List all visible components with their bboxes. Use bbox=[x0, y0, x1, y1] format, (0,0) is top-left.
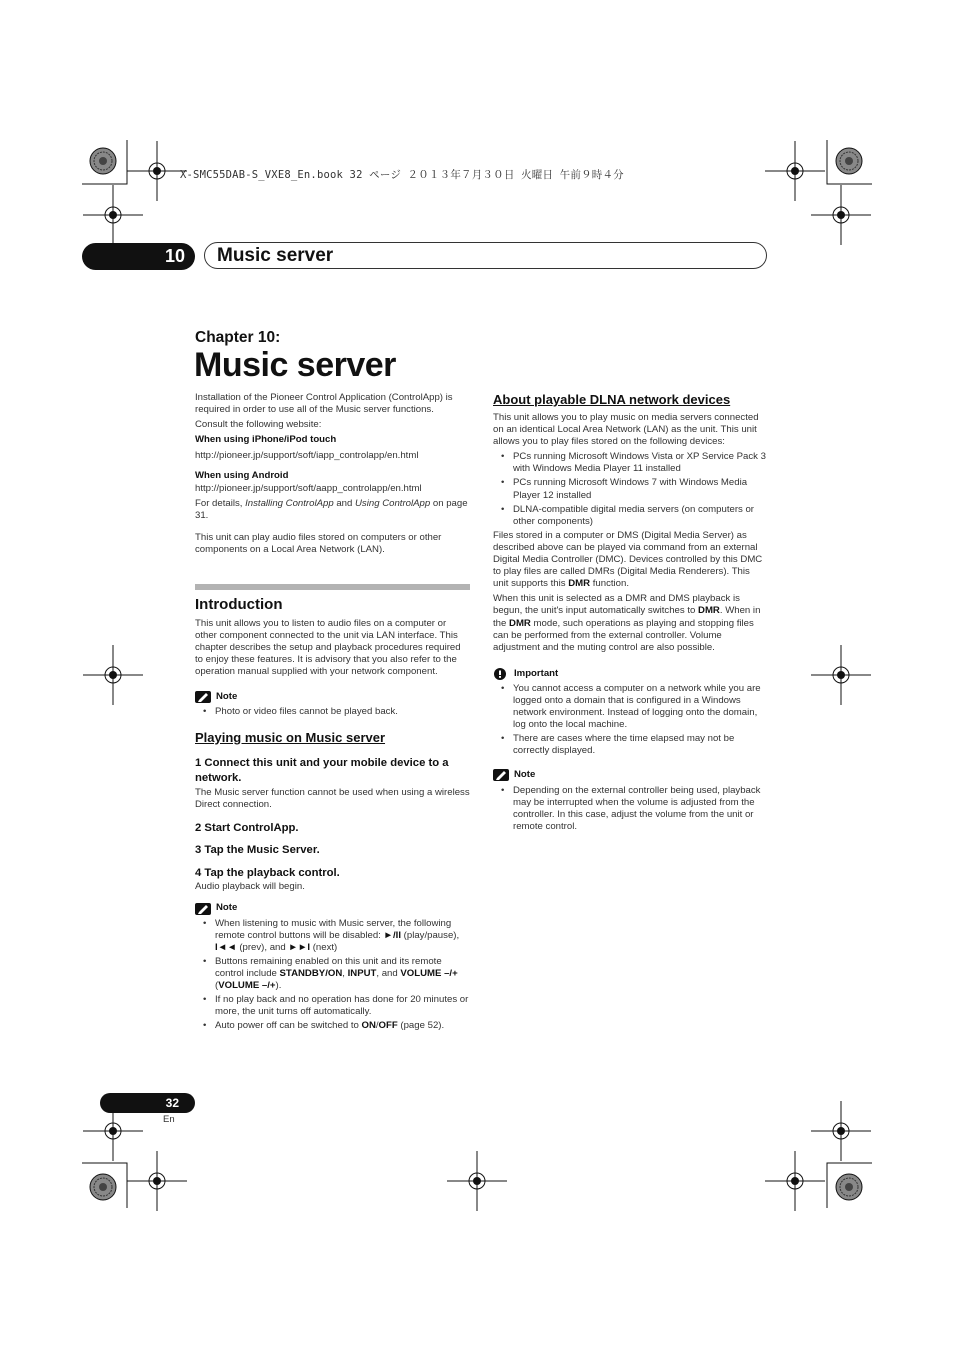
iphone-label: When using iPhone/iPod touch bbox=[195, 434, 337, 446]
list-item: • When listening to music with Music server, the following remote control buttons will be disabled: ►/II (play/pause), I◄◄ (prev), and ►►I (next) bbox=[215, 918, 470, 954]
introduction-heading: Introduction bbox=[195, 596, 283, 614]
note-header: Note bbox=[493, 769, 767, 781]
print-header: X-SMC55DAB-S_VXE8_En.book 32 ページ ２０１３年７月３０日 火曜日 午前９時４分 bbox=[180, 169, 624, 181]
step-2: 2 Start ControlApp. bbox=[195, 821, 299, 834]
important-icon bbox=[493, 668, 509, 680]
dlna-device-list bbox=[493, 451, 767, 528]
step-1: 1 Connect this unit and your mobile device to a network. bbox=[195, 756, 449, 785]
list-item: • PCs running Microsoft Windows Vista or XP Service Pack 3 with Windows Media Player 11 installed bbox=[513, 451, 767, 475]
list-item: • PCs running Microsoft Windows 7 with Windows Media Player 12 installed bbox=[513, 477, 767, 501]
playing-heading: Playing music on Music server bbox=[195, 729, 386, 745]
pencil-note-icon bbox=[493, 769, 509, 781]
intro-paragraph: Installation of the Pioneer Control Application (ControlApp) is required in order to use all of the Music server functions. bbox=[195, 392, 453, 416]
list-item: • Depending on the external controller being used, playback may be interrupted when the volume is adjusted from the controller. In this case, adjust the volume from the unit or remote control. bbox=[513, 785, 767, 833]
dmr-paragraph: Files stored in a computer or DMS (Digital Media Server) as described above can be played via command from an external Digital Media Controller (DMC). Devices controlled by this DMC to play files are called DMRs (Digital Media Renderers). This unit supports this DMR function. bbox=[493, 529, 763, 590]
section-divider bbox=[195, 584, 470, 590]
note-header: Note bbox=[195, 691, 470, 703]
pencil-note-icon bbox=[195, 903, 211, 915]
step-3: 3 Tap the Music Server. bbox=[195, 844, 320, 857]
android-url[interactable]: http://pioneer.jp/support/soft/aapp_controlapp/en.html bbox=[195, 482, 422, 494]
note-header: Note bbox=[195, 902, 470, 914]
list-item: • There are cases where the time elapsed may not be correctly displayed. bbox=[513, 733, 767, 757]
page-number: 32 bbox=[100, 1093, 195, 1113]
list-item: • Photo or video files cannot be played back. bbox=[215, 706, 470, 718]
step-1-description: The Music server function cannot be used when using a wireless Direct connection. bbox=[195, 786, 470, 810]
introduction-body: This unit allows you to listen to audio files on a computer or other component connected to the unit via LAN interface. This chapter describes the setup and playback procedures required to enjoy these features. It is advisory that you also refer to the operation manual supplied with your network component. bbox=[195, 618, 461, 678]
left-column bbox=[195, 392, 470, 1034]
lan-paragraph: This unit can play audio files stored on computers or other components on a Local Area Network (LAN). bbox=[195, 531, 442, 555]
list-item: • DLNA-compatible digital media servers (on computers or other components) bbox=[513, 504, 767, 528]
iphone-url[interactable]: http://pioneer.jp/support/soft/iapp_controlapp/en.html bbox=[195, 450, 419, 462]
introduction-note-list bbox=[195, 706, 470, 718]
intro-website-line: Consult the following website: bbox=[195, 419, 322, 431]
chapter-number-tab: 10 bbox=[82, 243, 195, 270]
page-title: Music server bbox=[194, 346, 396, 384]
dlna-body: This unit allows you to play music on media servers connected on an identical Local Area Network (LAN) as the unit. This unit allows you to play files stored on the following devices: bbox=[493, 412, 759, 448]
chapter-label: Chapter 10: bbox=[195, 329, 281, 346]
dmr-mode-paragraph: When this unit is selected as a DMR and DMS playback is begun, the unit's input automatically switches to DMR. When in the DMR mode, such operations as playing and stopping files can be performed from the external controller. Volume adjustment and the muting control are also possible. bbox=[493, 593, 761, 653]
important-list bbox=[493, 683, 767, 758]
list-item: • If no play back and no operation has done for 20 minutes or more, the unit turns off automatically. bbox=[215, 994, 470, 1018]
pencil-note-icon bbox=[195, 691, 211, 703]
list-item: • Buttons remaining enabled on this unit and its remote control include STANDBY/ON, INPUT, and VOLUME –/+ (VOLUME –/+). bbox=[215, 956, 470, 992]
step-4: 4 Tap the playback control. bbox=[195, 866, 340, 879]
details-paragraph: For details, Installing ControlApp and Using ControlApp on page 31. bbox=[195, 497, 468, 521]
step-4-description: Audio playback will begin. bbox=[195, 881, 305, 893]
android-label: When using Android bbox=[195, 470, 289, 482]
right-column bbox=[493, 392, 767, 835]
important-header: Important bbox=[493, 668, 767, 680]
page-language: En bbox=[163, 1114, 175, 1125]
dlna-heading: About playable DLNA network devices bbox=[493, 392, 731, 407]
dlna-note-list bbox=[493, 785, 767, 833]
playing-note-list bbox=[195, 918, 470, 1033]
chapter-title-tab: Music server bbox=[204, 242, 767, 269]
list-item: • You cannot access a computer on a network while you are logged onto a domain that is configured in a Windows network environment. Instead of logging onto the domain, log onto the local machine. bbox=[513, 683, 767, 731]
list-item: • Auto power off can be switched to ON/OFF (page 52). bbox=[215, 1020, 470, 1032]
